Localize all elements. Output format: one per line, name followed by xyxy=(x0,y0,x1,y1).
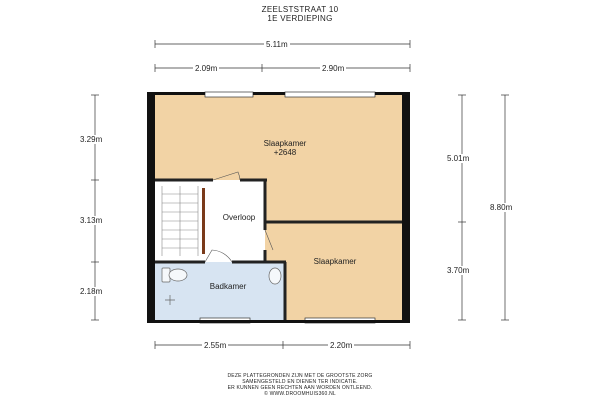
dim-top-total: 5.11m xyxy=(266,40,288,49)
dim-left-mid: 3.13m xyxy=(80,216,103,225)
handrail xyxy=(202,188,205,254)
room-bathroom-label: Badkamer xyxy=(209,282,247,291)
dim-right-total: 8.80m xyxy=(490,203,513,212)
dim-bottom-left: 2.55m xyxy=(204,341,227,350)
dim-right-inner-bottom: 3.70m xyxy=(447,266,470,275)
dim-top-left: 2.09m xyxy=(195,64,218,73)
room-master-bedroom-label: Slaapkamer xyxy=(263,139,307,148)
room-second-bedroom-label: Slaapkamer xyxy=(313,257,357,266)
disclaimer-line-3: ER KUNNEN GEEN RECHTEN AAN WORDEN ONTLEEND. xyxy=(227,385,373,391)
dim-top-right: 2.90m xyxy=(322,64,345,73)
dim-left-top: 3.29m xyxy=(80,135,103,144)
dim-right-inner-top: 5.01m xyxy=(447,154,470,163)
room-fills xyxy=(155,95,410,320)
dim-bottom-right: 2.20m xyxy=(330,341,353,350)
room-landing-label: Overloop xyxy=(222,213,256,222)
disclaimer-line-1: DEZE PLATTEGRONDEN ZIJN MET DE GROOTSTE ZORG xyxy=(227,373,373,379)
room-master-bedroom xyxy=(240,139,330,157)
room-master-bedroom-height: +2648 xyxy=(273,148,297,157)
washbasin xyxy=(269,268,281,284)
copyright-line: © WWW.DROOMHUIS360.NL xyxy=(264,391,336,397)
disclaimer-line-2: SAMENGESTELD EN DIENEN TER INDICATIE. xyxy=(242,379,358,385)
address-title: ZEELSTSTRAAT 10 xyxy=(261,5,339,14)
toilet-bowl xyxy=(169,269,187,281)
dim-left-bottom: 2.18m xyxy=(80,287,103,296)
floor-title: 1E VERDIEPING xyxy=(267,14,333,23)
